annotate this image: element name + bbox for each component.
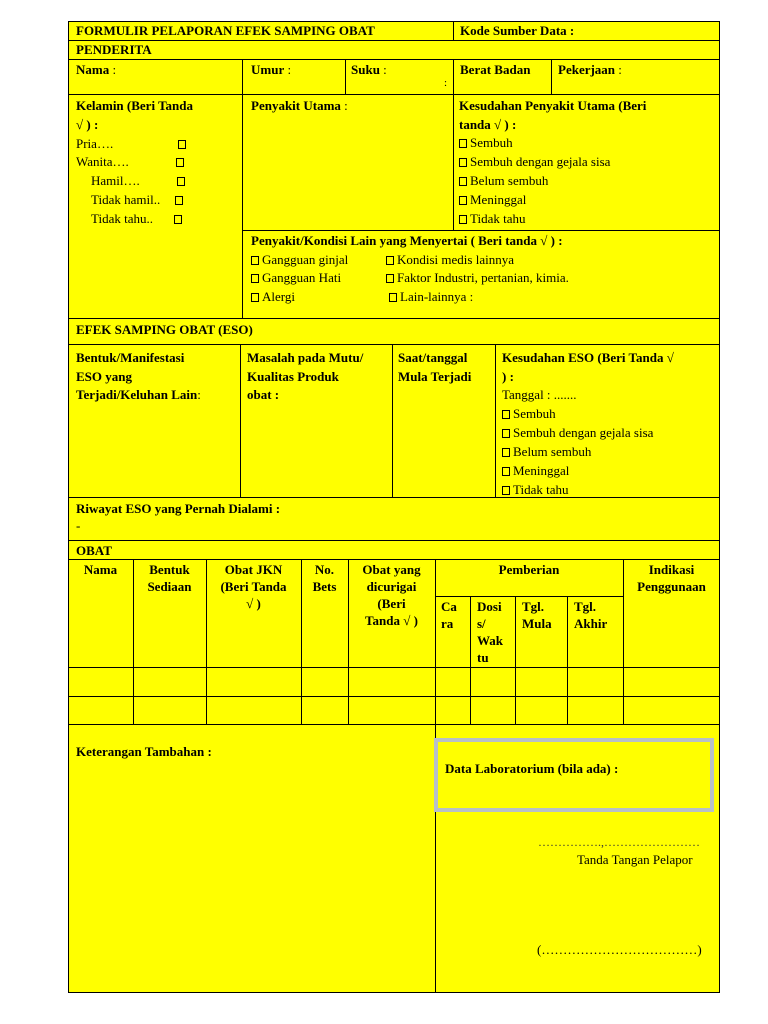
rule [68, 59, 720, 60]
signature-date-line[interactable]: …………….,…………………… [538, 835, 700, 849]
kondisi-option[interactable]: Gangguan ginjal [251, 250, 348, 269]
checkbox-tidak-tahu[interactable] [174, 209, 182, 228]
kesudahan-eso-option[interactable]: Sembuh [502, 404, 556, 423]
masalah-mutu-label: Masalah pada Mutu/ [247, 350, 364, 365]
checkbox-tidak-hamil[interactable] [175, 190, 183, 209]
rule [240, 344, 241, 497]
bentuk-manifestasi-label-2: ESO yang [76, 369, 132, 384]
col-header-tgl-akhir: Tgl. Akhir [574, 599, 608, 631]
col-header-tgl-mula: Tgl. Mula [522, 599, 552, 631]
rule [551, 59, 552, 94]
rule [68, 94, 720, 95]
rule [435, 596, 623, 597]
checkbox-pria[interactable] [178, 134, 186, 153]
signature-label: Tanda Tangan Pelapor [577, 852, 693, 867]
kelamin-option-pria: Pria…. [76, 136, 114, 151]
rule [242, 59, 243, 318]
col-header-jkn: Obat JKN (Beri Tanda √ ) [220, 562, 287, 611]
kondisi-lain-label: Penyakit/Kondisi Lain yang Menyertai ( Beri tanda √ ) : [251, 233, 563, 248]
penderita-section-label: PENDERITA [76, 42, 152, 57]
eso-section-label: EFEK SAMPING OBAT (ESO) [76, 322, 253, 337]
riwayat-eso-label: Riwayat ESO yang Pernah Dialami : [76, 501, 281, 516]
table-row[interactable] [69, 668, 719, 696]
kesudahan-eso-option[interactable]: Belum sembuh [502, 442, 591, 461]
col-header-bets: No. Bets [312, 562, 337, 594]
bentuk-manifestasi-label: Bentuk/Manifestasi [76, 350, 185, 365]
kelamin-label-2: √ ) : [76, 117, 99, 132]
table-row[interactable] [69, 697, 719, 724]
kelamin-option-tidak-tahu: Tidak tahu.. [91, 211, 153, 226]
kesudahan-option[interactable]: Belum sembuh [459, 171, 548, 190]
pekerjaan-field[interactable]: Pekerjaan : [558, 62, 622, 77]
col-header-nama: Nama [83, 562, 118, 577]
kesudahan-penyakit-label: Kesudahan Penyakit Utama (Beri [459, 98, 647, 113]
col-header-bentuk: Bentuk Sediaan [147, 562, 192, 594]
kondisi-option[interactable]: Faktor Industri, pertanian, kimia. [386, 268, 569, 287]
kesudahan-option[interactable]: Sembuh [459, 133, 513, 152]
saat-tanggal-label-2: Mula Terjadi [398, 369, 472, 384]
kelamin-option-wanita: Wanita…. [76, 154, 129, 169]
checkbox-wanita[interactable] [176, 152, 184, 171]
kesudahan-eso-option[interactable]: Meninggal [502, 461, 569, 480]
kondisi-option[interactable]: Kondisi medis lainnya [386, 250, 514, 269]
kondisi-option[interactable]: Lain-lainnya : [389, 287, 473, 306]
bentuk-manifestasi-label-3: Terjadi/Keluhan Lain: [76, 387, 201, 402]
checkbox-hamil[interactable] [177, 171, 185, 190]
kondisi-option[interactable]: Gangguan Hati [251, 268, 341, 287]
kelamin-label: Kelamin (Beri Tanda [76, 98, 194, 113]
kelamin-option-tidak-hamil: Tidak hamil.. [91, 192, 161, 207]
keterangan-tambahan-label: Keterangan Tambahan : [76, 744, 212, 759]
keterangan-tambahan-area[interactable] [69, 762, 434, 992]
rule [68, 724, 720, 725]
col-header-dicurigai: Obat yang dicurigai (Beri Tanda √ ) [362, 562, 421, 628]
kondisi-option[interactable]: Alergi [251, 287, 295, 306]
kelamin-option-hamil: Hamil…. [91, 173, 140, 188]
nama-field[interactable]: Nama : [76, 62, 117, 77]
rule [345, 59, 346, 94]
masalah-mutu-label-2: Kualitas Produk [247, 369, 339, 384]
kode-sumber-label: Kode Sumber Data : [460, 23, 575, 38]
kesudahan-eso-label: Kesudahan ESO (Beri Tanda √ [502, 350, 674, 365]
data-laboratorium-label: Data Laboratorium (bila ada) : [445, 761, 619, 776]
umur-field[interactable]: Umur : [251, 62, 292, 77]
suku-field[interactable]: Suku : [351, 62, 387, 77]
riwayat-eso-value[interactable]: - [76, 518, 81, 533]
col-header-dosis: Dosi s/ Wak tu [477, 599, 504, 665]
rule [68, 540, 720, 541]
penyakit-utama-field[interactable]: Penyakit Utama : [251, 98, 348, 113]
kesudahan-option[interactable]: Sembuh dengan gejala sisa [459, 152, 610, 171]
rule [68, 318, 720, 319]
tanggal-field[interactable]: Tanggal : ....... [502, 387, 577, 402]
berat-badan-field[interactable]: Berat Badan [460, 62, 531, 77]
kesudahan-option[interactable]: Meninggal [459, 190, 526, 209]
col-header-cara: Ca ra [441, 599, 457, 631]
rule [68, 344, 720, 345]
form-title: FORMULIR PELAPORAN EFEK SAMPING OBAT [76, 23, 375, 38]
col-header-pemberian: Pemberian [498, 562, 560, 577]
obat-section-label: OBAT [76, 543, 112, 558]
kesudahan-eso-label-2: ) : [502, 369, 514, 384]
kesudahan-eso-option[interactable]: Sembuh dengan gejala sisa [502, 423, 653, 442]
rule [68, 497, 720, 498]
suku-colon: : [444, 77, 448, 89]
signature-name-line[interactable]: (………………………………) [537, 942, 702, 957]
kesudahan-eso-option[interactable]: Tidak tahu [502, 480, 569, 499]
rule [453, 21, 454, 40]
kesudahan-penyakit-label-2: tanda √ ) : [459, 117, 517, 132]
rule [453, 59, 454, 230]
rule [495, 344, 496, 497]
saat-tanggal-label: Saat/tanggal [398, 350, 468, 365]
rule [392, 344, 393, 497]
rule [68, 40, 720, 41]
masalah-mutu-label-3: obat : [247, 387, 280, 402]
kesudahan-option[interactable]: Tidak tahu [459, 209, 526, 228]
col-header-indikasi: Indikasi Penggunaan [637, 562, 706, 594]
